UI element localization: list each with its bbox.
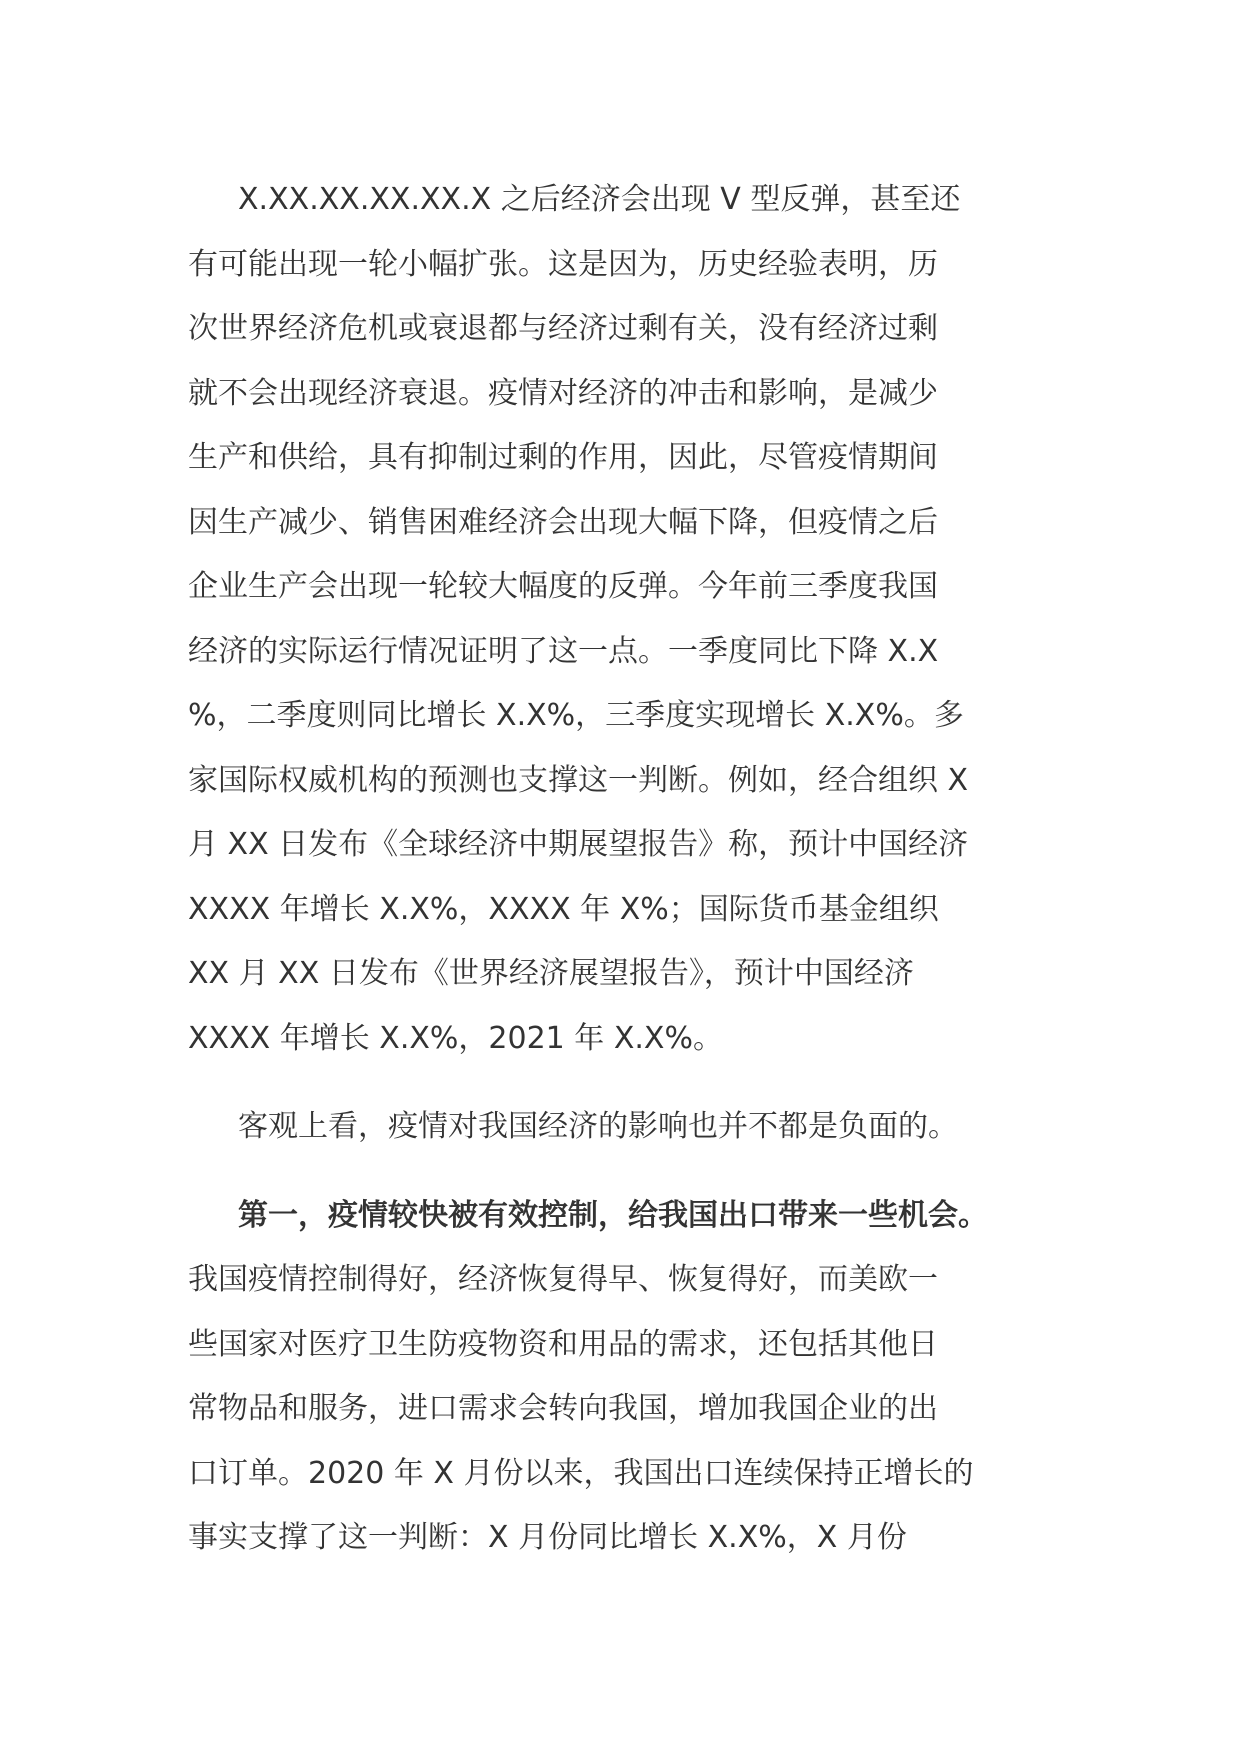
text-line: 有可能出现一轮小幅扩张。这是因为，历史经验表明，历 [188,246,938,282]
section-heading: 第一，疫情较快被有效控制，给我国出口带来一些机会。 [238,1197,988,1233]
text-line: 因生产减少、销售困难经济会出现大幅下降，但疫情之后 [188,504,938,540]
text-line: XXXX 年增长 X.X%，XXXX 年 X%；国际货币基金组织 [188,891,939,927]
paragraph-first-point [188,1184,1068,1571]
text-line: XX 月 XX 日发布《世界经济展望报告》，预计中国经济 [188,956,914,991]
text-line: 次世界经济危机或衰退都与经济过剩有关，没有经济过剩 [188,311,938,346]
document-body [188,168,1068,1571]
text-line: XXXX 年增长 X.X%，2021 年 X.X%。 [188,1020,723,1056]
text-line: 经济的实际运行情况证明了这一点。一季度同比下降 X.X [188,633,939,669]
text-line: 就不会出现经济衰退。疫情对经济的冲击和影响，是减少 [188,375,938,411]
text-line: 常物品和服务，进口需求会转向我国，增加我国企业的出 [188,1391,938,1426]
text-line: 月 XX 日发布《全球经济中期展望报告》称，预计中国经济 [188,827,969,862]
text-line: 我国疫情控制得好，经济恢复得早、恢复得好，而美欧一 [188,1262,938,1297]
text-line: 企业生产会出现一轮较大幅度的反弹。今年前三季度我国 [188,569,938,604]
text-line: 客观上看，疫情对我国经济的影响也并不都是负面的。 [238,1109,958,1144]
paragraph-v-shaped-rebound [188,168,1068,1071]
text-line: 事实支撑了这一判断：X 月份同比增长 X.X%，X 月份 [188,1520,907,1555]
text-line: %，二季度则同比增长 X.X%，三季度实现增长 X.X%。多 [188,698,964,733]
text-line: 家国际权威机构的预测也支撑这一判断。例如，经合组织 X [188,762,969,798]
text-line: X.XX.XX.XX.XX.X 之后经济会出现 V 型反弹，甚至还 [238,182,961,217]
text-line: 些国家对医疗卫生防疫物资和用品的需求，还包括其他日 [188,1326,938,1362]
text-line: 口订单。2020 年 X 月份以来，我国出口连续保持正增长的 [188,1455,974,1491]
paragraph-objective-view [188,1095,1068,1160]
text-line: 生产和供给，具有抑制过剩的作用，因此，尽管疫情期间 [188,440,938,475]
